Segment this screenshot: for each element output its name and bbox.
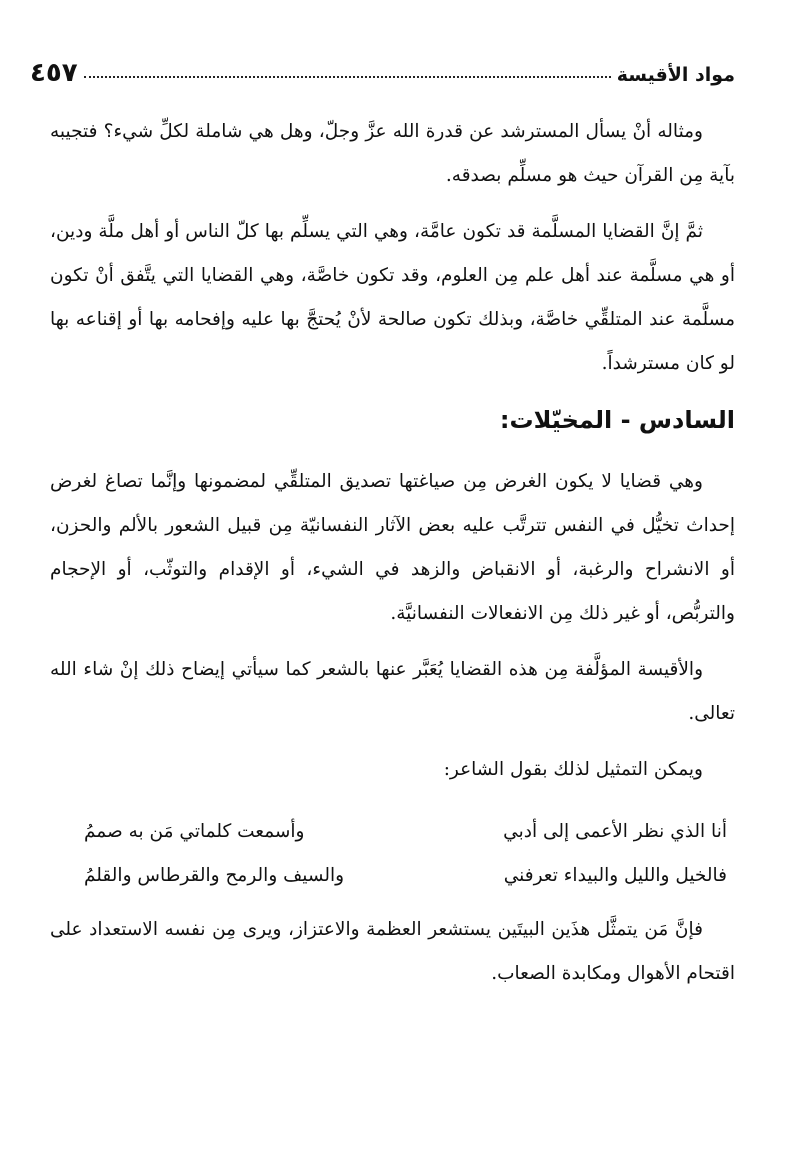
page-number: ٤٥٧ bbox=[30, 58, 78, 88]
poem-verse bbox=[50, 854, 735, 898]
paragraph: ثمَّ إنَّ القضايا المسلَّمة قد تكون عامَّة، وهي التي يسلِّم بها كلّ الناس أو أهل ملَّة ودين، أو هي مسلَّمة عند أهل علم مِن العلوم، وقد تكون خاصَّة، وهي القضايا التي يتَّفق أنْ تكون مسلَّمة عند المتلقِّي خاصَّة، وبذلك تكون صالحة لأنْ يُحتجَّ بها عليه وإفحامه بها أو إقناعه بها لو كان مسترشداً. bbox=[50, 221, 735, 374]
poem-verse bbox=[50, 810, 735, 854]
running-header-title: مواد الأقيسة bbox=[616, 64, 735, 86]
page-body bbox=[50, 110, 735, 1008]
poem bbox=[50, 810, 735, 898]
verse-second-hemistich: والسيف والرمح والقرطاس والقلمُ bbox=[84, 865, 345, 886]
running-header bbox=[30, 46, 735, 86]
verse-second-hemistich: وأسمعت كلماتي مَن به صممُ bbox=[84, 821, 305, 842]
paragraph: والأقيسة المؤلَّفة مِن هذه القضايا يُعَبَّر عنها بالشعر كما سيأتي إيضاح ذلك إنْ شاء الله تعالى. bbox=[50, 659, 735, 724]
dotted-leader bbox=[84, 75, 611, 78]
section-heading: السادس - المخيّلات: bbox=[499, 406, 735, 434]
paragraph: وهي قضايا لا يكون الغرض مِن صياغتها تصديق المتلقِّي لمضمونها وإنَّما تصاغ لغرض إحداث تخيُّل في النفس تترتَّب عليه بعض الآثار النفسانيّة مِن قبيل الشعور بالألم والحزن، أو الانشراح والرغبة، أو الانقباض والزهد في الشيء، أو الإقدام والتوثّب، أو الإحجام والتربُّص، أو غير ذلك مِن الانفعالات النفسانيَّة. bbox=[50, 471, 735, 624]
poem-intro: ويمكن التمثيل لذلك بقول الشاعر: bbox=[443, 759, 703, 780]
paragraph: ومثاله أنْ يسأل المسترشد عن قدرة الله عزَّ وجلّ، وهل هي شاملة لكلِّ شيء؟ فتجيبه بآية مِن القرآن حيث هو مسلِّم بصدقه. bbox=[50, 121, 735, 186]
verse-first-hemistich: أنا الذي نظر الأعمى إلى أدبي bbox=[503, 821, 727, 842]
verse-first-hemistich: فالخيل والليل والبيداء تعرفني bbox=[503, 865, 727, 886]
paragraph: فإنَّ مَن يتمثَّل هذَين البيتَين يستشعر العظمة والاعتزاز، ويرى مِن نفسه الاستعداد على اقتحام الأهوال ومكابدة الصعاب. bbox=[50, 919, 735, 984]
